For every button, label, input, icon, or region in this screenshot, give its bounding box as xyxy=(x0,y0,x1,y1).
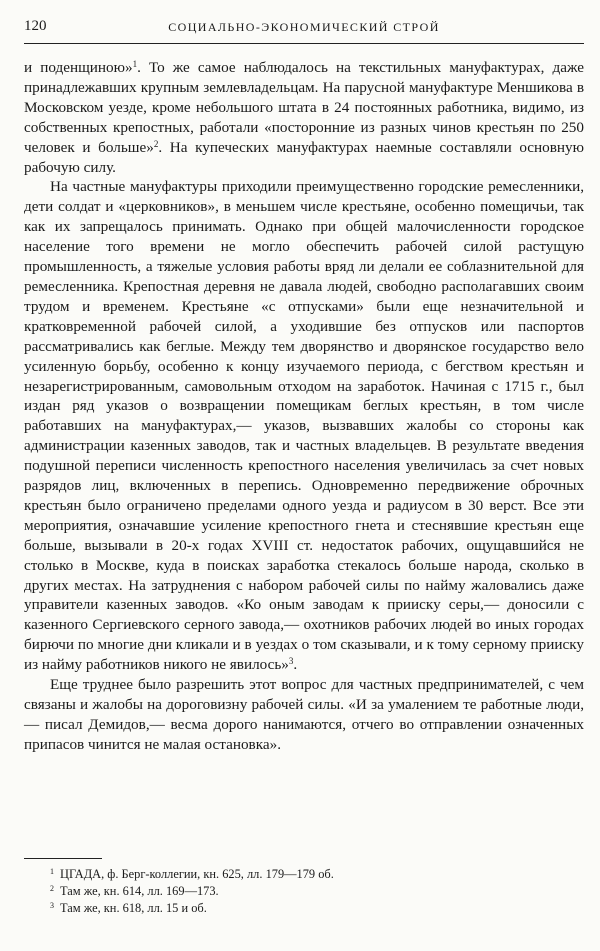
footnote-mark: 3 xyxy=(50,901,54,910)
paragraph-text: . То же самое наблюдалось на текстильных мануфактурах, даже принадлежавших крупным землевладельцам. На парусной мануфактуре Меншикова в Московском уезде, кроме небольшого штата в 24 постоянных работника, видимо, из собственных крепостных, работали «посторонние из разных чинов крестьян по 250 человек и больше» xyxy=(24,59,585,156)
header-rule xyxy=(24,43,584,44)
footnote xyxy=(24,866,584,883)
footnote-mark: 1 xyxy=(50,867,54,876)
paragraph-text: На частные мануфактуры приходили преимущественно городские ремесленники, дети солдат и «церковников», в меньшем числе крестьяне, особенно помещичьи, так как их запрещалось принимать. Однако при общей малочисленности городское население того времени не могло обеспечить рабочей силой растущую промышленность, а тяжелые условия работы вряд ли делали ее соблазнительной для ремесленника. Крепостная деревня не давала людей, свободно располагавших своим трудом и временем. Крестьяне «с отпусками» были еще незначительной и кратковременной рабочей силой, а уходившие без отпусков или паспортов рассматривались как беглые. Между тем дворянство и дворянское государство вело усиленную борьбу, особенно к концу изучаемого периода, с бегством крестьян и незарегистрированным, самовольным отходом на заработок. Начиная с 1715 г., был издан ряд указов о возвращении помещикам беглых крестьян, в том числе работавших на мануфактурах,— указов, вызвавших жалобы со стороны как администрации казенных заводов, так и частных владельцев. В результате введения подушной переписи численность крепостного населения увеличилась за счет новых разрядов лиц, включенных в перепись. Одновременно передвижение оброчных крестьян было ограничено пределами одного уезда и радиусом в 30 верст. Все эти мероприятия, означавшие усиление крепостного гнета и стеснявшие крестьян еще больше, вызывали в 20-х годах XVIII ст. недостаток рабочих, ощущавшийся не столько в Москве, куда в поисках заработка стекалось больше народа, сколько в других местах. На затруднения с набором рабочей силы по найму жаловались даже управители казенных заводов. «Ко оным заводам к прииску серы,— доносили с казенного Сергиевского серного завода,— охотников рабочих людей во иных городах бирючи по многие дни кликали и в уездах о том сказывали, и к тому серному прииску из найму работников никого не явилось» xyxy=(24,178,584,674)
footnote-ref: 2 xyxy=(153,138,159,149)
footnote xyxy=(24,883,584,900)
running-title: СОЦИАЛЬНО-ЭКОНОМИЧЕСКИЙ СТРОЙ xyxy=(168,20,440,34)
paragraph xyxy=(24,177,584,675)
page-header xyxy=(24,18,584,36)
page-number: 120 xyxy=(24,18,47,34)
paragraph-text: Еще труднее было разрешить этот вопрос для частных предпринимателей, с чем связаны и жалобы на дороговизну рабочей силы. «И за умалением те работные люди,— писал Демидов,— весма дорого нанимаются, отчего во отправлении означенных припасов чинится не малая остановка». xyxy=(24,676,584,753)
footnotes xyxy=(24,866,584,917)
footnote-text: Там же, кн. 618, лл. 15 и об. xyxy=(60,901,207,915)
paragraph xyxy=(24,675,584,755)
paragraph-text: и поденщиною» xyxy=(24,59,133,76)
footnote-mark: 2 xyxy=(50,884,54,893)
paragraph-text: . xyxy=(293,656,298,674)
footnote-ref: 3 xyxy=(288,656,294,667)
body-text xyxy=(24,58,584,755)
footnote-text: Там же, кн. 614, лл. 169—173. xyxy=(60,884,219,898)
paragraph xyxy=(24,58,584,177)
paragraph-text: . На купеческих мануфактурах наемные составляли основную рабочую силу. xyxy=(24,138,584,176)
footnote-ref: 1 xyxy=(132,59,138,69)
footnote-text: ЦГАДА, ф. Берг-коллегии, кн. 625, лл. 179—179 об. xyxy=(60,867,334,881)
footnote xyxy=(24,900,584,917)
footnote-rule xyxy=(24,858,102,859)
